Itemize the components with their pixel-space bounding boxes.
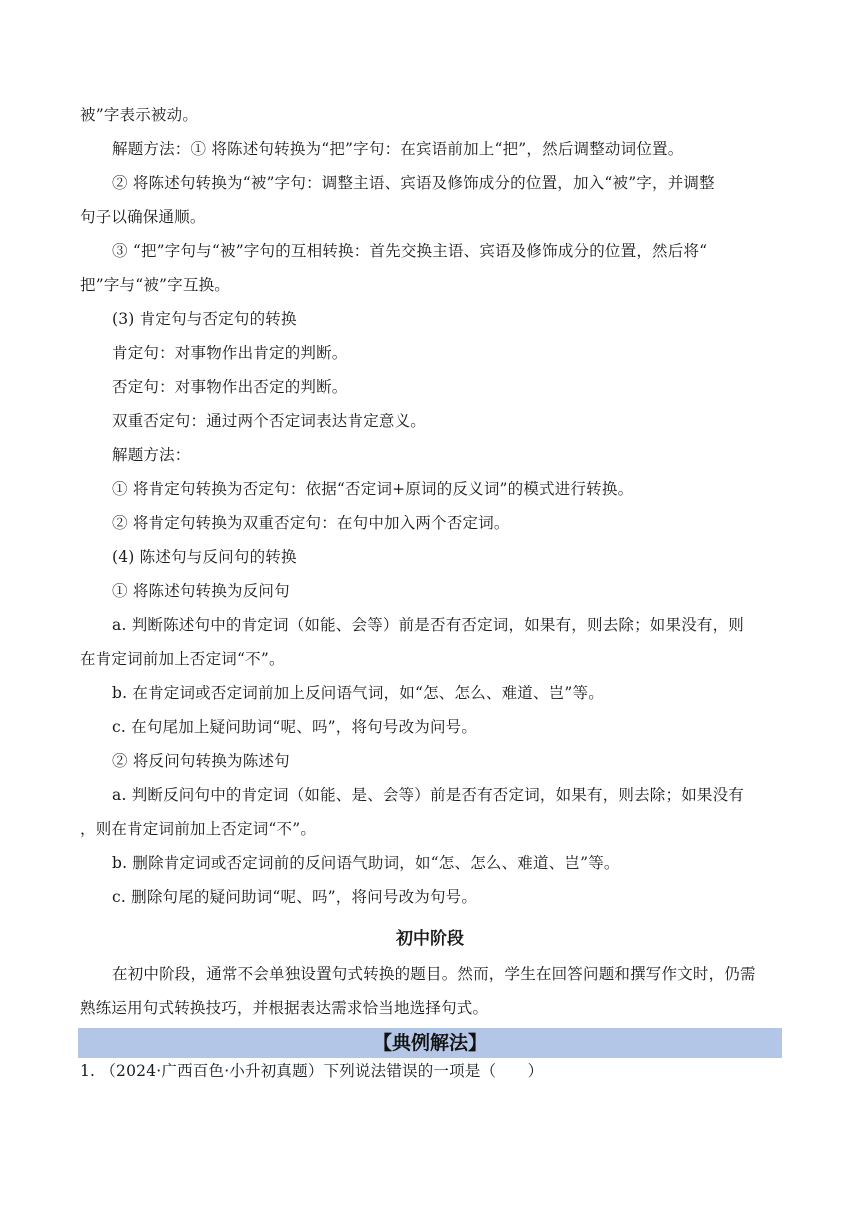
subsection-heading: (3) 肯定句与否定句的转换	[112, 310, 297, 328]
text-line: 熟练运用句式转换技巧，并根据表达需求恰当地选择句式。	[80, 999, 489, 1017]
example-banner: 【典例解法】	[78, 1028, 782, 1058]
text-line: b. 在肯定词或否定词前加上反问语气词，如“怎、怎么、难道、岂”等。	[112, 684, 604, 702]
text-line: 解题方法：	[112, 446, 191, 464]
text-line: ① 将肯定句转换为否定句：依据“否定词+原词的反义词”的模式进行转换。	[112, 480, 634, 498]
text-line: c. 删除句尾的疑问助词“呢、吗”，将问号改为句号。	[112, 888, 478, 906]
text-line: ② 将陈述句转换为“被”字句：调整主语、宾语及修饰成分的位置，加入“被”字，并调整	[112, 174, 715, 192]
text-line: ② 将反问句转换为陈述句	[112, 752, 290, 770]
text-line: 在初中阶段，通常不会单独设置句式转换的题目。然而，学生在回答问题和撰写作文时，仍需	[112, 965, 756, 983]
subsection-heading: (4) 陈述句与反问句的转换	[112, 548, 297, 566]
text-line: ，则在肯定词前加上否定词“不”。	[80, 820, 317, 838]
text-line: ① 将陈述句转换为反问句	[112, 582, 290, 600]
section-heading: 初中阶段	[396, 929, 464, 949]
text-line: ③ “把”字句与“被”字句的互相转换：首先交换主语、宾语及修饰成分的位置，然后将“	[112, 242, 708, 260]
text-line: 解题方法：① 将陈述句转换为“把”字句：在宾语前加上“把”，然后调整动词位置。	[112, 140, 684, 158]
text-line: 双重否定句：通过两个否定词表达肯定意义。	[112, 412, 427, 430]
question-line: 1. （2024·广西百色·小升初真题）下列说法错误的一项是（ ）	[80, 1062, 544, 1080]
text-line: ② 将肯定句转换为双重否定句：在句中加入两个否定词。	[112, 514, 510, 532]
text-line: a. 判断陈述句中的肯定词（如能、会等）前是否有否定词，如果有，则去除；如果没有，则	[112, 616, 744, 634]
text-line: 肯定句：对事物作出肯定的判断。	[112, 344, 348, 362]
text-line: 句子以确保通顺。	[80, 208, 206, 226]
text-line: a. 判断反问句中的肯定词（如能、是、会等）前是否有否定词，如果有，则去除；如果没有	[112, 786, 744, 804]
text-line: 在肯定词前加上否定词“不”。	[80, 650, 285, 668]
text-line: c. 在句尾加上疑问助词“呢、吗”，将句号改为问号。	[112, 718, 478, 736]
text-line: 否定句：对事物作出否定的判断。	[112, 378, 348, 396]
text-line: b. 删除肯定词或否定词前的反问语气助词，如“怎、怎么、难道、岂”等。	[112, 854, 620, 872]
text-line: 被”字表示被动。	[80, 106, 199, 124]
text-line: 把”字与“被”字互换。	[80, 276, 230, 294]
